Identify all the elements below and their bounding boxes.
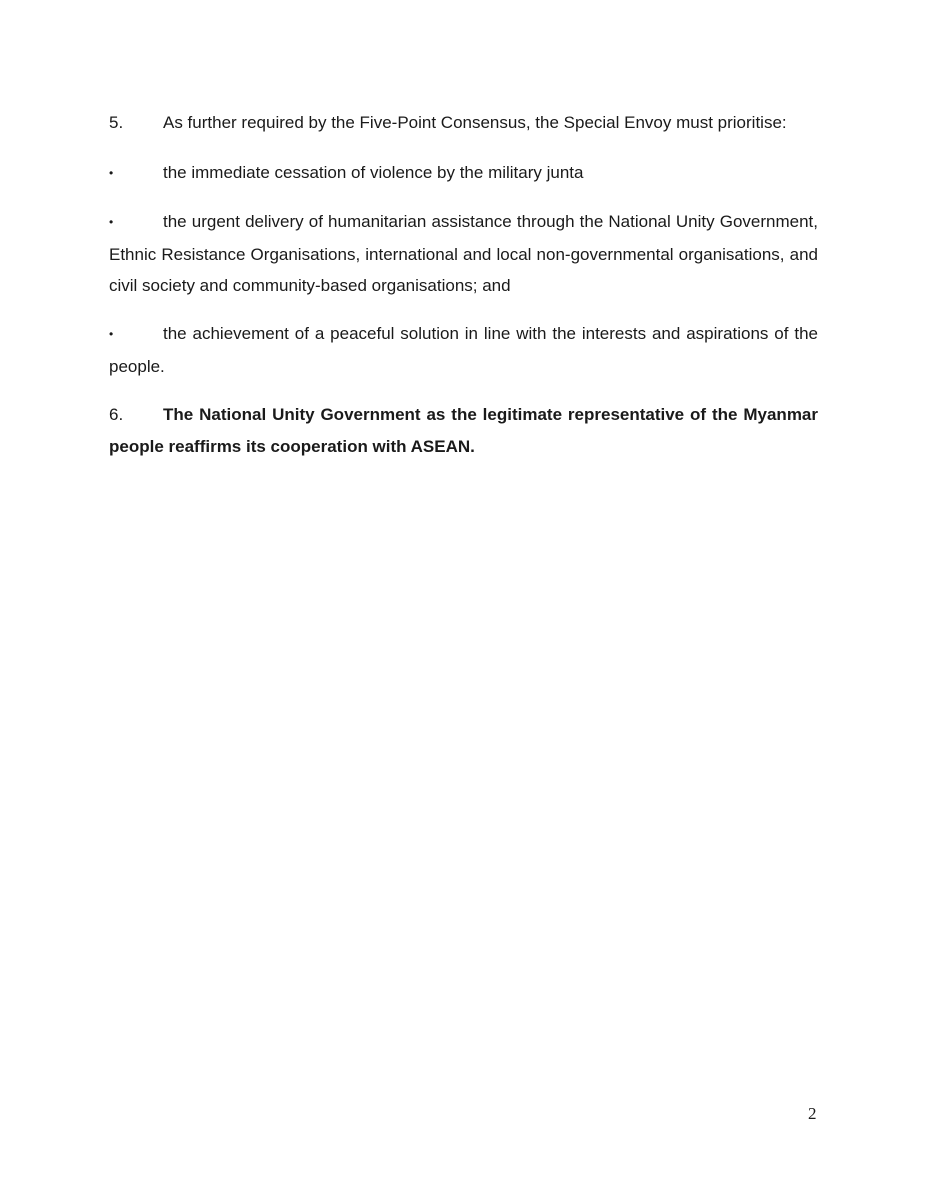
bullet-text: the immediate cessation of violence by the military junta xyxy=(163,163,584,182)
bullet-text: the urgent delivery of humanitarian assistance through the National Unity Government, Ethnic Resistance Organisations, international and local non-governmental organisations, and civil society and community-based organisations; and xyxy=(109,212,818,295)
bullet-text: the achievement of a peaceful solution in line with the interests and aspirations of the people. xyxy=(109,324,818,376)
page-number: 2 xyxy=(808,1104,817,1123)
bullet-item-peaceful-solution xyxy=(109,318,818,382)
bullet-icon: • xyxy=(109,215,114,229)
paragraph-number: 5. xyxy=(109,113,124,132)
bullet-item-humanitarian xyxy=(109,206,818,302)
paragraph-number: 6. xyxy=(109,405,124,424)
paragraph-6 xyxy=(109,399,818,462)
bullet-icon: • xyxy=(109,166,114,180)
paragraph-5 xyxy=(109,107,818,139)
bullet-icon: • xyxy=(109,327,114,341)
bullet-item-cessation xyxy=(109,157,818,190)
paragraph-text: As further required by the Five-Point Consensus, the Special Envoy must prioritise: xyxy=(163,113,787,132)
paragraph-text: The National Unity Government as the legitimate representative of the Myanmar people reaffirms its cooperation with ASEAN. xyxy=(109,405,818,456)
